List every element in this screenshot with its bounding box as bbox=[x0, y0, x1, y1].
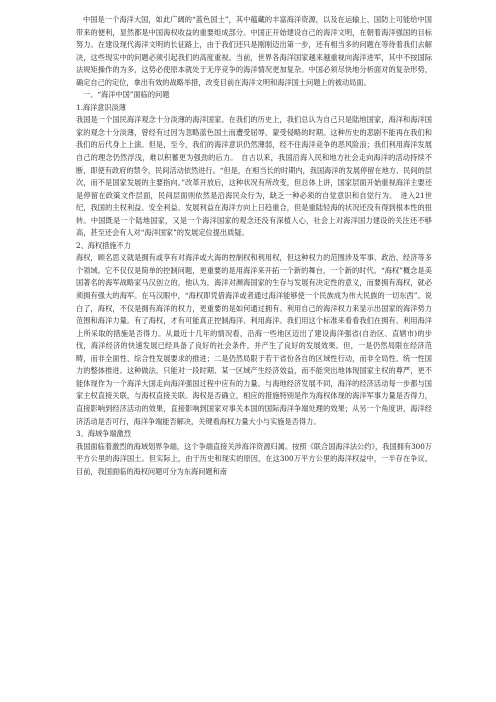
subsection-1-heading: 1.海洋意识淡薄 bbox=[76, 102, 126, 112]
section-heading: 一、“海洋中国”面临的问题 bbox=[83, 90, 170, 100]
subsection-1-body: 我国是一个国民海洋观念十分淡薄的海洋国家。在我们的历史上，我们总认为自己只是陆地国家，海洋和海洋国家的观念十分淡薄，曾经有过因为忽略蓝色国土而遭受屈辱、蒙受侵略的时期。这种历史的悲剧不能再在我们和我们的后代身上上演。但是，至今，我们的海洋意识仍然薄弱，经不住海洋竞争的恶风险浪；我们利用海洋发展自己的理念仍然浮浅，难以积蓄更为强劲的后力。 自古以来，我国沿海人民和地方社会走向海洋的活动持续不断，即使有政府的禁令，民间活动依然进行。“但是，在相当长的时期内，我国海洋的发展停留在地方、民间的层次，而不是国家发展的主要指向。”改革开放后，这种状况有所改变，但总体上讲，国家层面开始重视海洋主要还是停留在政策文件层面，民间层面则依然是沿海民众行为，缺乏一种必须的自觉意识和自觉行为。 进入21世纪，我国的主权利益、安全利益、发展利益在海洋方向上日趋重合，但是重陆轻海的状况还没有得到根本性的扭转。中国既是一个陆地国家，又是一个海洋国家的观念还没有深植人心，社会上对海洋国力建设的关注还不够高，甚至还会有人对“海洋国家”的发展定位提出质疑。 bbox=[76, 115, 432, 238]
intro-paragraph: 中国是一个海洋大国，如此广阔的“蓝色国土”，其中蕴藏的丰富海洋资源，以及在运输上、国防上可能给中国带来的便利，显然都是中国海权收益的重要组成部分。中国正开始建设自己的海洋文明，在朝着海洋强国的目标努力。在建设现代海洋文明的长征路上，由于我们还只是刚刚迈出第一步，还有相当多的问题在等待着我们去解决，这些现实中的问题必须引起我们的高度重视。当前，世界各海洋国家越来越重视向海洋进军，其中不按国际法规矩操作的为多，这势必使原本就处于无序竞争的海洋情况更加复杂。中国必须尽快地分析面对的复杂形势，确定自己的定位，拿出有效的战略举措，改变目前在海洋文明和海洋国土问题上的被动局面。 bbox=[76, 15, 432, 87]
subsection-2-heading: 2、海权措施不力 bbox=[76, 240, 131, 250]
subsection-3-body: 我国面临着激烈的海域划界争端，这个争端直接关涉海洋资源归属。按照《联合国海洋法公约》，我国拥有300万平方公里的海洋国土。但实际上，由于历史和现实的原因，在这300万平方公里的海洋权益中，一半存在争议。目前，我国面临的海权问题可分为东海问题和南 bbox=[76, 441, 432, 476]
document-page bbox=[76, 14, 432, 478]
subsection-2-body: 海权，顾名思义就是拥有或享有对海洋或大海的控制权和利用权，但这种权力的范围涉及军事、政治、经济等多个领域。它不仅仅是简单的控制问题，更重要的是用海洋来开拓一个新的舞台，一个新的时代。“海权”概念是美国著名的海军战略家马汉创立的，他认为，海洋对濒海国家的生存与发展有决定性的意义，而要拥有海权，就必须拥有强大的海军。在马汉眼中，“海权即凭借海洋或者通过海洋能够使一个民族成为伟大民族的一切东西”。说白了，海权，不仅是拥有海洋的权力，更重要的是如何通过拥有、利用自己的海洋权力来显示出国家的海洋势力范围和海洋力量。有了海权，才有可能真正控制海洋、利用海洋。我们用这个标准来看看我们在拥有、利用海洋上所采取的措施是否得力。从最近十几年的情况看，沿海一些地区迈出了建设海洋强省(自治区、直辖市)的步伐，海洋经济的快速发展已经具备了良好的社会条件，并产生了良好的发展效果。但，一是仍然局限在经济范畴，而非全面性、综合性发展要求的推进；二是仍然局限于若干省份各自的区域性行动，而非全局性、统一性国力的整体推进。这种做法，只能对一段时期、某一区域产生经济效益，而不能突出地体现国家主权的尊严，更不能体现作为一个海洋大国走向海洋强国过程中应有的力量。与海地经济发展不同，海洋的经济活动每一步都与国家主权直接关联，与海权直接关联。海权是否确立，相应的措施特别是作为海权体现的海洋军事力量是否得力，直接影响到经济活动的效果，直接影响到国家对事关本国的国际海洋争端处理的效果；从另一个角度讲，海洋经济活动是否可行，海洋争端能否解决，关键看海权力量大小与实施是否得力。 bbox=[76, 253, 432, 426]
subsection-3-heading: 3、海域争端激烈 bbox=[76, 429, 131, 439]
